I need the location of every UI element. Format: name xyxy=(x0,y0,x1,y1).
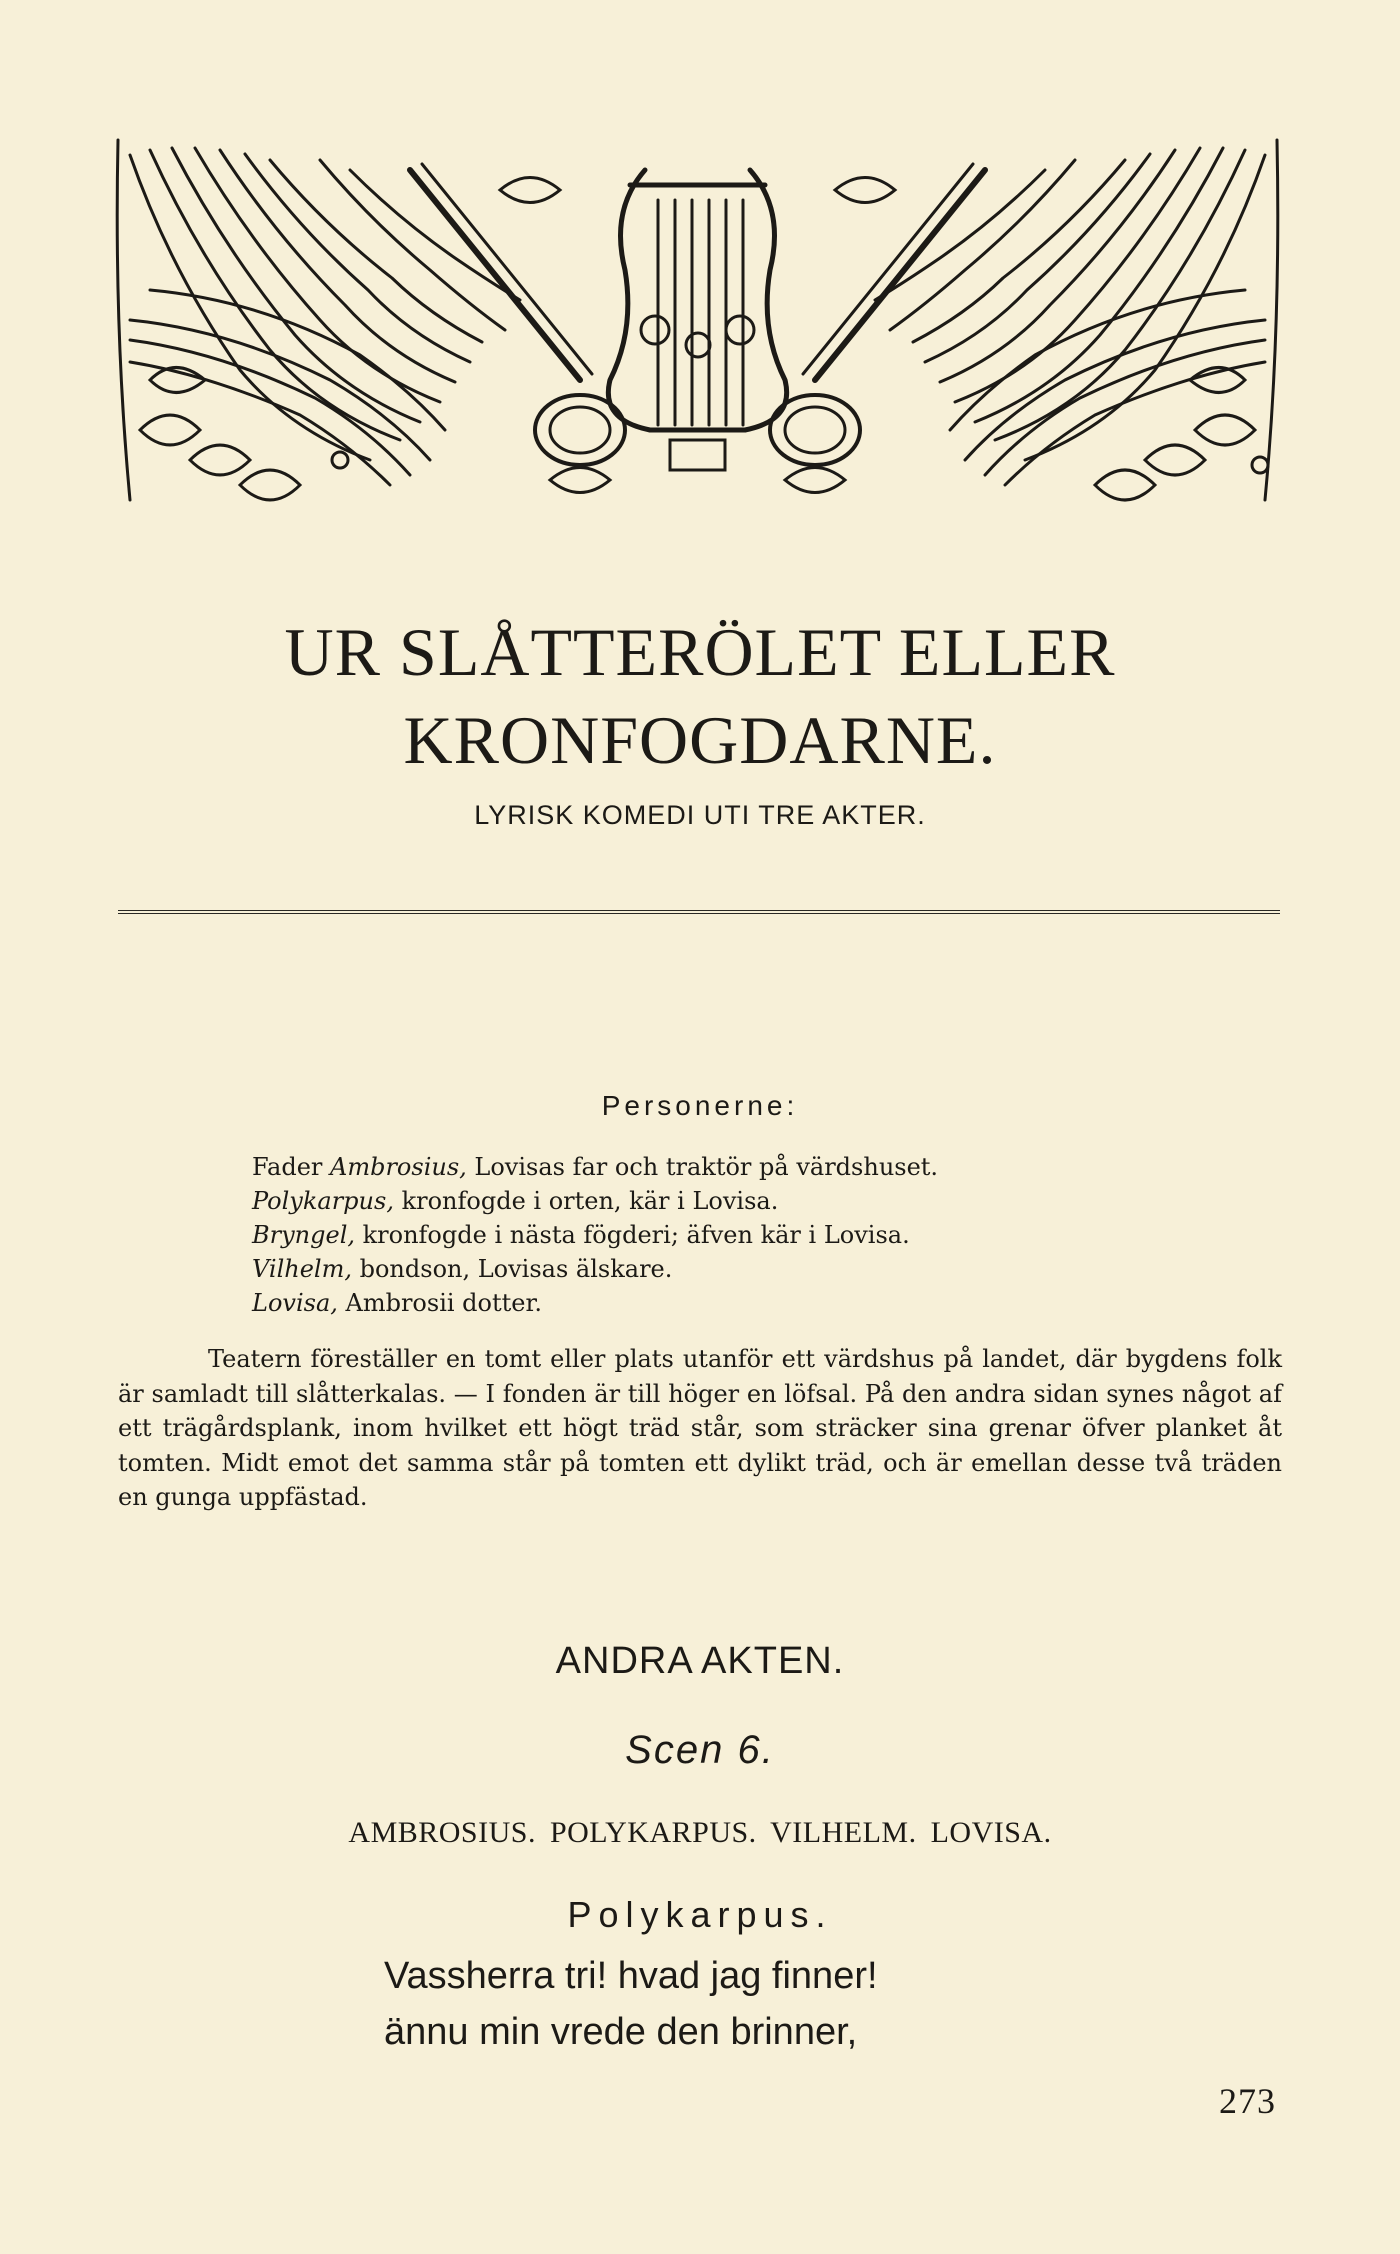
cast-item xyxy=(252,1218,1252,1252)
cast-name: Bryngel, xyxy=(252,1221,355,1249)
cast-description: bondson, Lovisas älskare. xyxy=(351,1255,673,1283)
scene-heading: Scen 6. xyxy=(625,1728,775,1772)
cast-item xyxy=(252,1150,1252,1184)
subtitle: LYRISK KOMEDI UTI TRE AKTER. xyxy=(474,800,926,830)
stage-setting-paragraph: Teatern föreställer en tomt eller plats utanför ett värdshus på landet, där bygdens folk är samladt till slåtterkalas. — I fonden är till höger en löfsal. På den andra sidan synes något af ett trägårdsplank, inom hvilket ett högt träd står, som sträcker sina grenar öfver planket åt tomten. Midt emot det samma står på tomten ett dylikt träd, och är emellan desse två träden en gunga uppfästad. xyxy=(118,1345,1282,1511)
cast-description: kronfogde i orten, kär i Lovisa. xyxy=(393,1187,779,1215)
cast-description: kronfogde i nästa fögderi; äfven kär i Lovisa. xyxy=(355,1221,910,1249)
cast-name: Polykarpus, xyxy=(252,1187,394,1215)
cast-description: Lovisas far och traktör på värdshuset. xyxy=(466,1153,939,1181)
page-number: 273 xyxy=(1219,2081,1276,2121)
scene-characters: AMBROSIUS. POLYKARPUS. VILHELM. LOVISA. xyxy=(348,1816,1052,1849)
cast-name: Lovisa, xyxy=(252,1289,338,1317)
speaker-name: Polykarpus. xyxy=(567,1894,833,1935)
cast-description: Ambrosii dotter. xyxy=(337,1289,542,1317)
title-line-2: KRONFOGDARNE. xyxy=(403,702,997,778)
divider-rule xyxy=(118,910,1280,911)
cast-heading: Personerne: xyxy=(601,1090,799,1121)
lyre-trumpets-laurel-ornament-icon xyxy=(110,130,1285,515)
cast-name: Ambrosius, xyxy=(330,1153,467,1181)
verse-line: ännu min vrede den brinner, xyxy=(384,2011,858,2053)
act-heading: ANDRA AKTEN. xyxy=(555,1640,845,1682)
cast-item xyxy=(252,1184,1252,1218)
cast-item xyxy=(252,1252,1252,1286)
title-line-1: UR SLÅTTERÖLET ELLER xyxy=(284,614,1116,690)
divider-rule xyxy=(118,913,1280,914)
verse-line: Vassherra tri! hvad jag finner! xyxy=(384,1955,878,1997)
cast-item xyxy=(252,1286,1252,1320)
cast-name: Vilhelm, xyxy=(252,1255,352,1283)
cast-list xyxy=(252,1150,1252,1320)
cast-prefix: Fader xyxy=(252,1153,330,1181)
